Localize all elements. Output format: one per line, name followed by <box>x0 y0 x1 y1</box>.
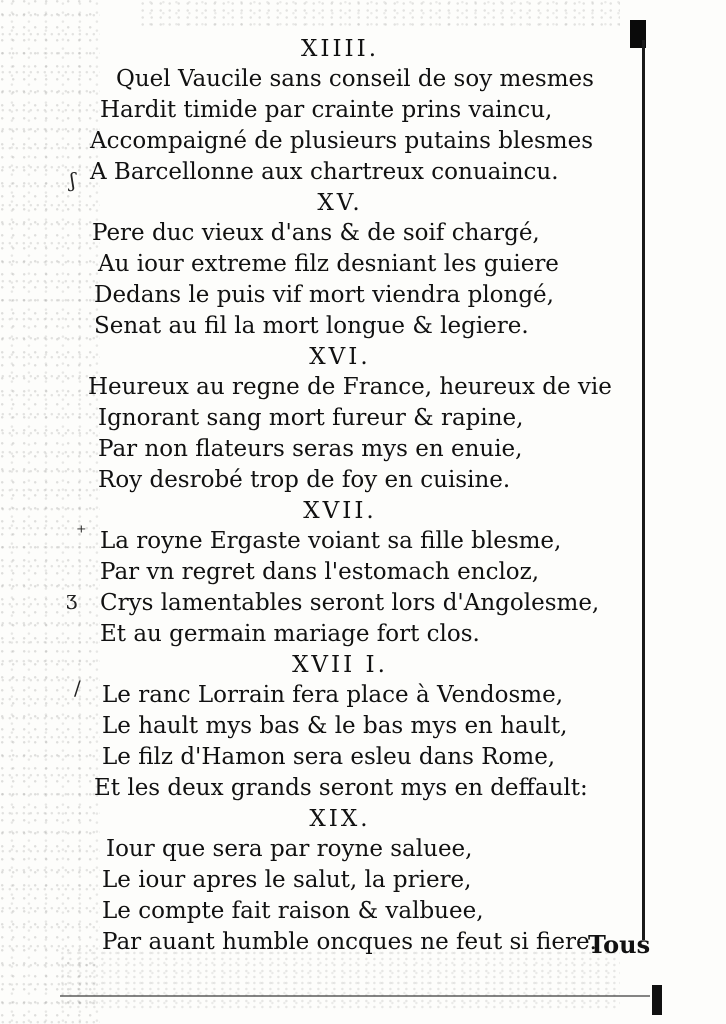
verse-line: Hardit timide par crainte prins vaincu, <box>100 97 553 123</box>
verse-line: Heureux au regne de France, heureux de vie <box>88 374 612 400</box>
verse-line: Le compte fait raison & valbuee, <box>102 898 484 924</box>
stanza-heading: XIIII. <box>300 36 380 62</box>
page-bottom-edge <box>60 995 650 997</box>
verse-line: Crys lamentables seront lors d'Angolesme, <box>100 590 600 616</box>
verse-line: Le ranc Lorrain fera place à Vendosme, <box>102 682 563 708</box>
stanza-heading: XV. <box>317 190 363 216</box>
verse-line: Dedans le puis vif mort viendra plongé, <box>94 282 554 308</box>
stanza-heading: XVI. <box>309 344 371 370</box>
margin-mark: / <box>74 676 81 700</box>
verse-line: Le iour apres le salut, la priere, <box>102 867 472 893</box>
margin-mark: ⁺ <box>76 520 87 544</box>
verse-line: Pere duc vieux d'ans & de soif chargé, <box>92 220 540 246</box>
verse-line: Quel Vaucile sans conseil de soy mesmes <box>116 66 594 92</box>
verse-line: Roy desrobé trop de foy en cuisine. <box>98 467 511 493</box>
stanza-heading: XVII. <box>303 498 377 524</box>
verse-line: Ignorant sang mort fureur & rapine, <box>98 405 524 431</box>
verse-line: Le hault mys bas & le bas mys en hault, <box>102 713 568 739</box>
binding-shadow-foot <box>652 985 662 1015</box>
binding-shadow-line <box>642 40 645 940</box>
verse-line: La royne Ergaste voiant sa fille blesme, <box>100 528 562 554</box>
verse-line: Par vn regret dans l'estomach encloz, <box>100 559 540 585</box>
stanza-heading: XIX. <box>309 806 371 832</box>
margin-mark: ʃ <box>70 168 76 192</box>
verse-text <box>80 34 620 958</box>
verse-line: Par auant humble oncques ne feut si fiere. <box>102 929 597 955</box>
verse-line: Senat au fil la mort longue & legiere. <box>94 313 529 339</box>
stanza-heading: XVII I. <box>292 652 388 678</box>
verse-line: Au iour extreme filz desniant les guiere <box>98 251 559 277</box>
verse-line: Accompaigné de plusieurs putains blesmes <box>90 128 594 154</box>
scan-noise-top <box>140 0 620 30</box>
verse-line: Le filz d'Hamon sera esleu dans Rome, <box>102 744 556 770</box>
verse-line: Et les deux grands seront mys en deffault: <box>94 775 588 801</box>
catchword: Tous <box>588 930 651 959</box>
verse-line: A Barcellonne aux chartreux conuaincu. <box>90 159 559 185</box>
verse-line: Iour que sera par royne saluee, <box>106 836 473 862</box>
scan-noise-bottom <box>60 950 620 1010</box>
verse-line: Par non flateurs seras mys en enuie, <box>98 436 523 462</box>
verse-line: Et au germain mariage fort clos. <box>100 621 480 647</box>
margin-mark: ʒ <box>66 586 78 610</box>
